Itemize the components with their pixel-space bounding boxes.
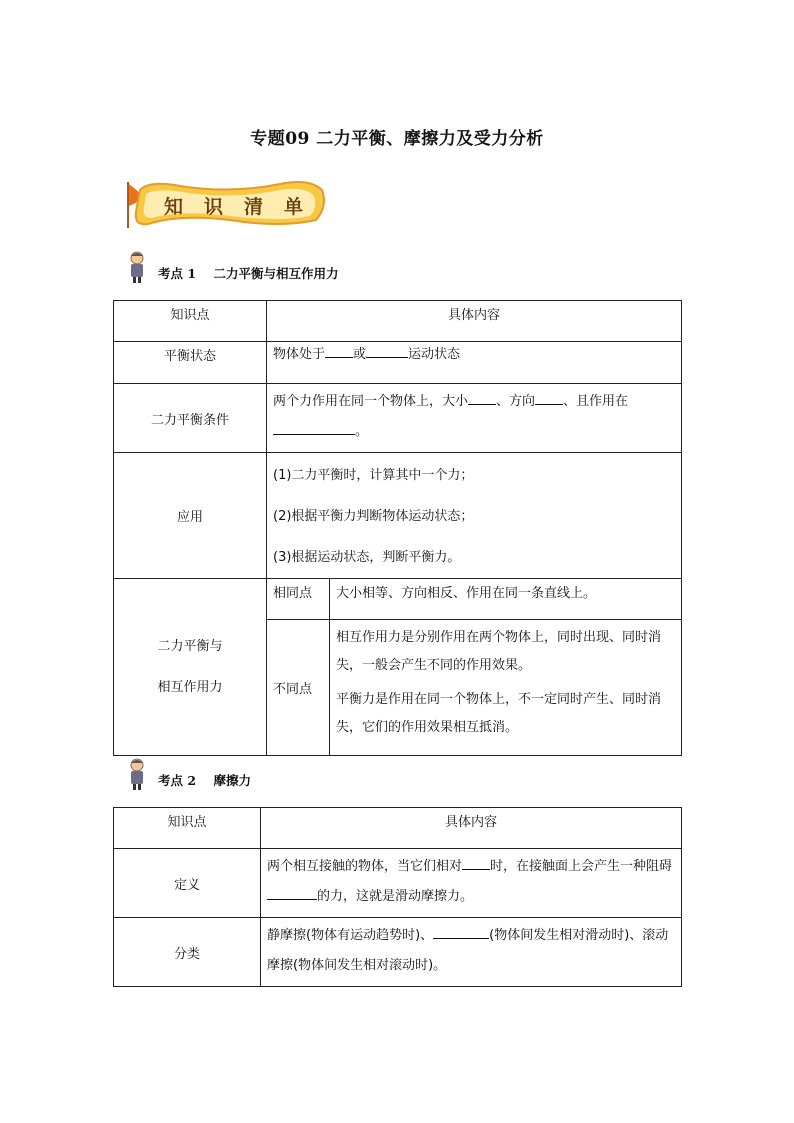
table2-header-knowledge: 知识点 xyxy=(114,808,261,849)
section1-number: 考点 1 xyxy=(158,266,197,281)
row-condition-content: 两个力作用在同一个物体上，大小 、方向 、且作用在 。 xyxy=(267,384,682,453)
section2-table xyxy=(113,807,682,987)
row-definition-content: 两个相互接触的物体，当它们相对 时，在接触面上会产生一种阻碍的力，这就是滑动摩擦力。 xyxy=(261,849,682,918)
section2-number: 考点 2 xyxy=(158,773,197,788)
teacher-icon xyxy=(124,757,150,791)
row-classification-label: 分类 xyxy=(114,918,261,987)
section2-heading xyxy=(124,757,251,791)
section2-title: 摩擦力 xyxy=(213,773,251,788)
fill-blank[interactable] xyxy=(273,422,355,435)
row-application-label: 应用 xyxy=(114,453,267,579)
knowledge-list-banner xyxy=(120,176,330,232)
page-title: 专题09 二力平衡、摩擦力及受力分析 xyxy=(250,129,544,149)
row-comparison-label: 二力平衡与 相互作用力 xyxy=(114,579,267,756)
section1-title: 二力平衡与相互作用力 xyxy=(213,266,339,281)
banner-char-1: 知 xyxy=(164,196,184,218)
fill-blank[interactable] xyxy=(325,345,353,358)
banner-char-3: 清 xyxy=(244,196,264,218)
section1-heading xyxy=(124,250,339,284)
diff-point-text-1: 相互作用力是分别作用在两个物体上，同时出现、同时消失，一般会产生不同的作用效果。 xyxy=(336,630,662,673)
diff-point-label: 不同点 xyxy=(267,620,330,756)
row-application-content xyxy=(267,453,682,579)
same-point-content: 大小相等、方向相反、作用在同一条直线上。 xyxy=(330,579,682,620)
application-item-1: (1)二力平衡时，计算其中一个力； xyxy=(273,468,474,483)
row-balance-state-content: 物体处于 或 运动状态 xyxy=(267,342,682,384)
banner-char-4: 单 xyxy=(284,196,304,218)
diff-point-content xyxy=(330,620,682,756)
row-classification-content: 静摩擦(物体有运动趋势时)、 (物体间发生相对滑动时)、滚动摩擦(物体间发生相对滚动时)。 xyxy=(261,918,682,987)
fill-blank[interactable] xyxy=(433,926,489,939)
section1-table xyxy=(113,300,682,756)
fill-blank[interactable] xyxy=(267,887,317,900)
application-item-2: (2)根据平衡力判断物体运动状态； xyxy=(273,509,474,524)
fill-blank[interactable] xyxy=(366,345,408,358)
table1-header-content: 具体内容 xyxy=(267,301,682,342)
row-condition-label: 二力平衡条件 xyxy=(114,384,267,453)
teacher-icon xyxy=(124,250,150,284)
banner-char-2: 识 xyxy=(204,196,224,218)
table2-header-content: 具体内容 xyxy=(261,808,682,849)
fill-blank[interactable] xyxy=(468,392,496,405)
application-item-3: (3)根据运动状态，判断平衡力。 xyxy=(273,550,461,565)
fill-blank[interactable] xyxy=(462,857,490,870)
diff-point-text-2: 平衡力是作用在同一个物体上，不一定同时产生、同时消失，它们的作用效果相互抵消。 xyxy=(336,692,662,735)
row-balance-state-label: 平衡状态 xyxy=(114,342,267,384)
fill-blank[interactable] xyxy=(535,392,563,405)
table1-header-knowledge: 知识点 xyxy=(114,301,267,342)
row-definition-label: 定义 xyxy=(114,849,261,918)
same-point-label: 相同点 xyxy=(267,579,330,620)
